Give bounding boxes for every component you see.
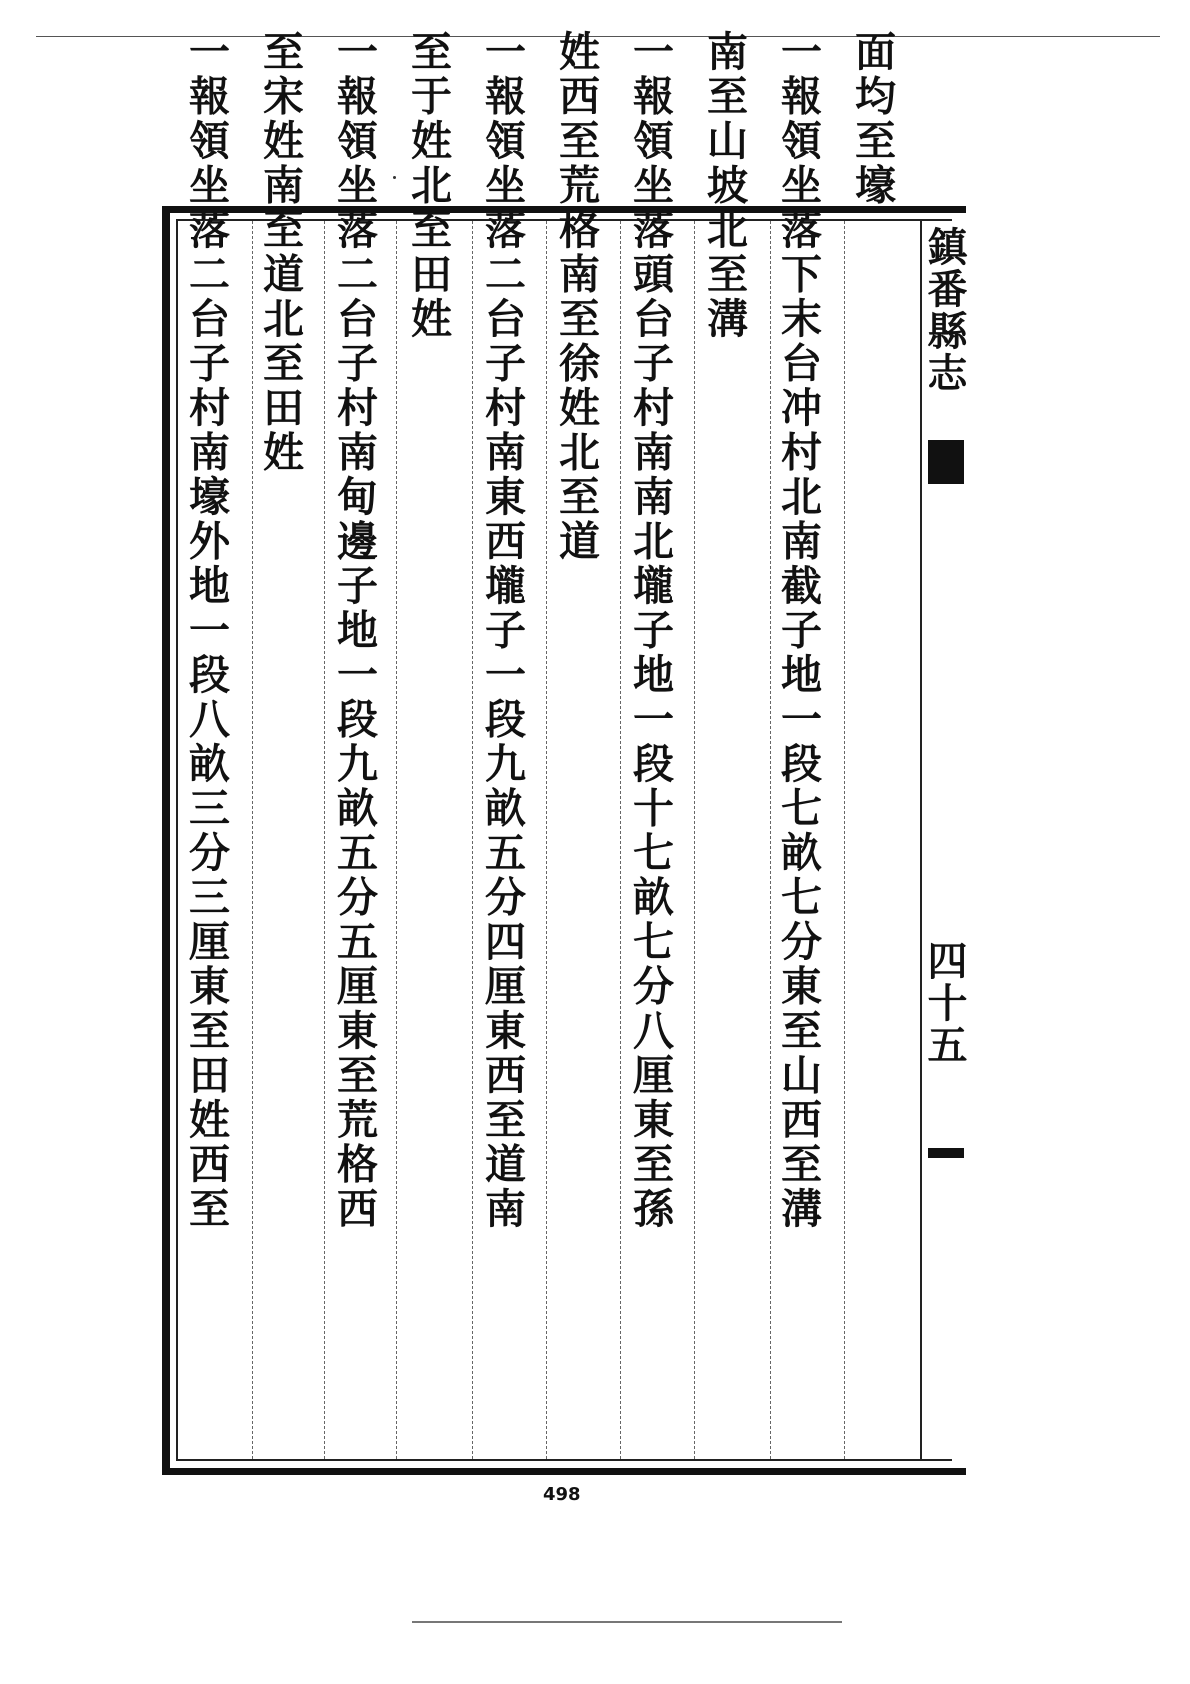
column-divider [694,221,695,1459]
frame-bottom-border [162,1468,966,1475]
text-column-9: 至宋姓南至道北至田姓 [256,30,304,475]
frame-bottom-inner-border [176,1459,952,1461]
text-column-7: 至于姓北至田姓 [404,30,452,342]
column-divider [844,221,845,1459]
text-column-3: 南至山坡北至溝 [700,30,748,342]
column-divider [324,221,325,1459]
text-column-8: 一報領坐落二台子村南甸邊子地一段九畝五分五厘東至荒格西 [330,30,378,1232]
spine-leaf-mark [928,1148,964,1158]
text-column-1: 面均至壕 [848,30,896,208]
text-column-10: 一報領坐落二台子村南壕外地一段八畝三分三厘東至田姓西至 [182,30,230,1232]
text-column-2: 一報領坐落下末台冲村北南截子地一段七畝七分東至山西至溝 [774,30,822,1232]
text-column-6: 一報領坐落二台子村南東西壠子一段九畝五分四厘東西至道南 [478,30,526,1232]
column-divider [770,221,771,1459]
column-divider [620,221,621,1459]
spine-section-number: 四十五 [921,940,968,1066]
spine-fishtail-mark [928,440,964,484]
text-column-4: 一報領坐落頭台子村南南北壠子地一段十七畝七分八厘東至孫 [626,30,674,1232]
spine-title: 鎮番縣志 [921,226,968,394]
column-divider [546,221,547,1459]
frame-left-inner-border [176,220,178,1461]
column-divider [396,221,397,1459]
column-divider [472,221,473,1459]
page-number: 498 [543,1484,581,1505]
frame-right-border [920,220,922,1461]
bottom-rule [412,1621,842,1623]
scan-speck [393,176,396,179]
column-divider [252,221,253,1459]
frame-left-border [162,206,170,1475]
text-column-5: 姓西至荒格南至徐姓北至道 [552,30,600,564]
